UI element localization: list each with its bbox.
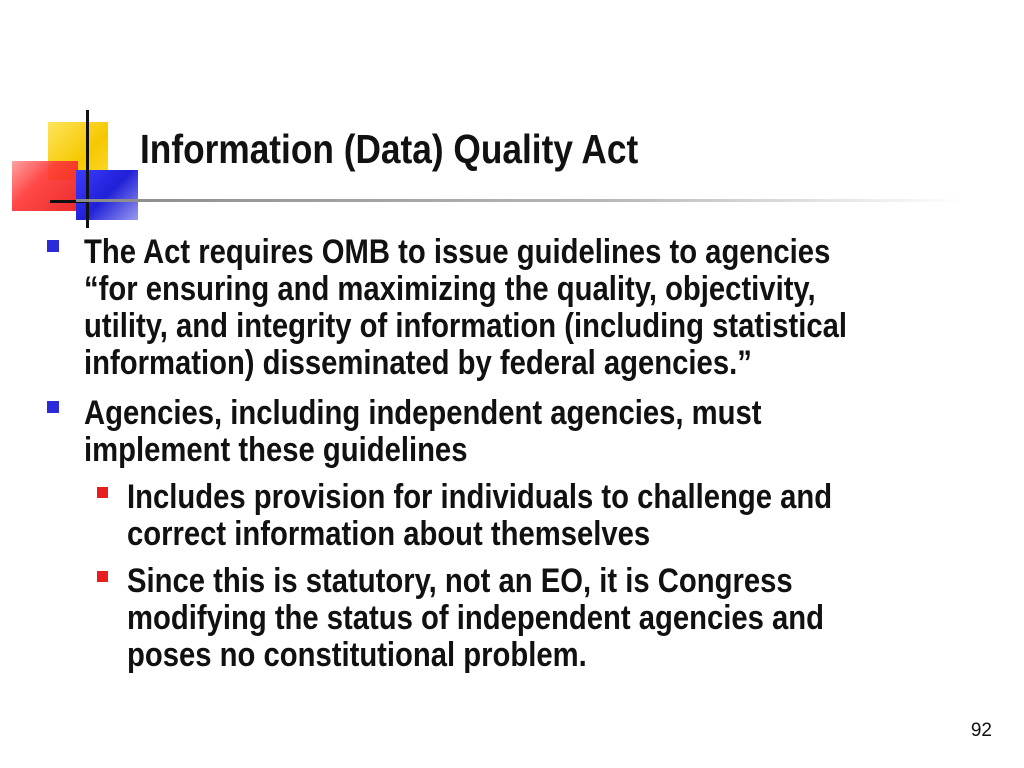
bullet-line: Since this is statutory, not an EO, it is Congress [127, 562, 793, 600]
bullet-square-icon [47, 240, 59, 252]
bullet-item [84, 234, 971, 382]
sub-bullet-item [127, 563, 937, 674]
page-number: 92 [970, 720, 992, 741]
bullet-line: modifying the status of independent agencies and [127, 599, 824, 637]
bullet-line: utility, and integrity of information (including statistical [84, 307, 847, 345]
bullet-item [84, 395, 872, 469]
bullet-line: Agencies, including independent agencies, must [84, 394, 762, 432]
sub-bullet-square-icon [97, 487, 108, 498]
bullet-line: Includes provision for individuals to challenge and [127, 478, 833, 516]
bullet-line: implement these guidelines [84, 431, 468, 469]
bullet-line: “for ensuring and maximizing the quality, objectivity, [84, 270, 816, 308]
bullet-line: The Act requires OMB to issue guidelines to agencies [84, 233, 831, 271]
bullet-line: correct information about themselves [127, 515, 651, 553]
bullet-square-icon [47, 401, 59, 413]
sub-bullet-item [127, 479, 947, 553]
bullet-line: poses no constitutional problem. [127, 636, 587, 674]
bullet-line: information) disseminated by federal agencies.” [84, 344, 752, 382]
sub-bullet-square-icon [97, 571, 108, 582]
slide-title: Information (Data) Quality Act [140, 126, 639, 172]
